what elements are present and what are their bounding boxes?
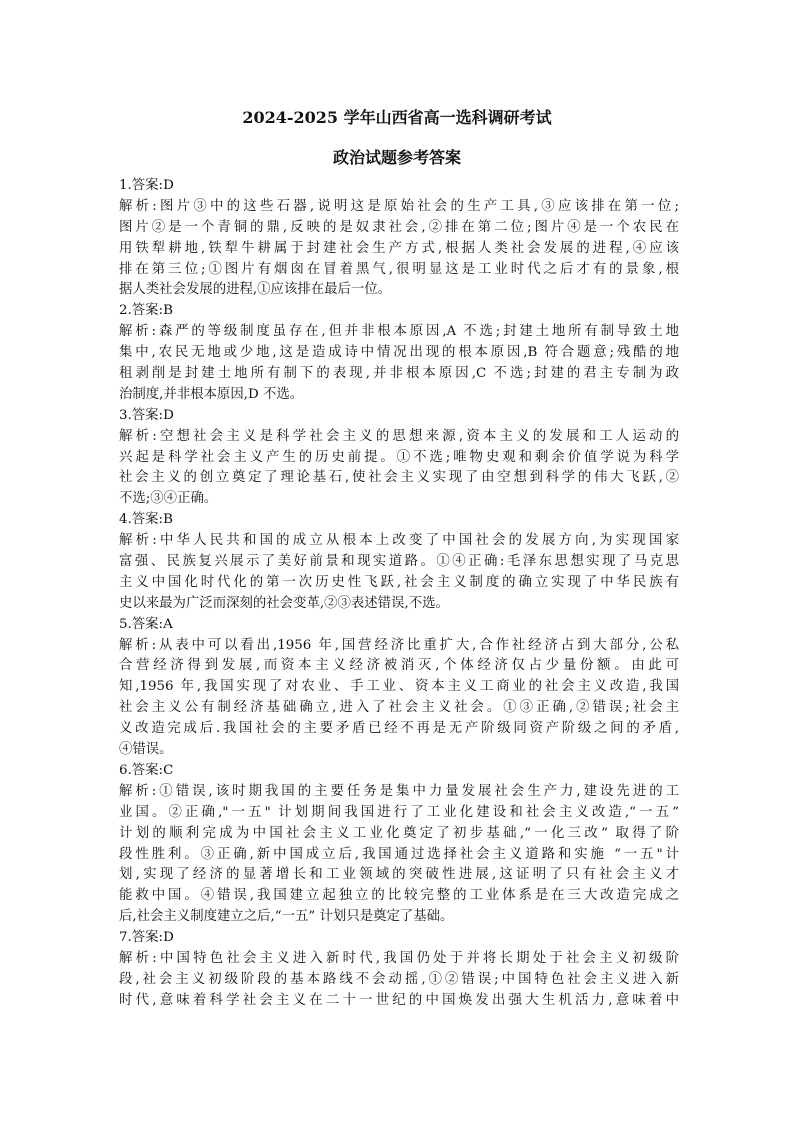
- explanation-line: 解析:图片③中的这些石器,说明这是原始社会的生产工具,③应该排在第一位;: [119, 198, 679, 214]
- explanation-line: 租剥削是封建土地所有制下的表现,并非根本原因,C 不选;封建的君主专制为政: [119, 366, 679, 382]
- explanation-line: 用铁犁耕地,铁犁牛耕属于封建社会生产方式,根据人类社会发展的进程,④应该: [119, 240, 679, 256]
- answer-line: 4.答案:B: [119, 512, 173, 528]
- explanation-line: 据人类社会发展的进程,①应该排在最后一位。: [119, 282, 392, 298]
- explanation-line: 合营经济得到发展,而资本主义经济被消灭,个体经济仅占少量份额。由此可: [119, 658, 679, 674]
- answer-line: 3.答案:D: [119, 407, 174, 423]
- page-title: 2024-2025 学年山西省高一选科调研考试: [242, 108, 552, 127]
- explanation-line: 集中,农民无地或少地,这是造成诗中情况出现的根本原因,B 符合题意;残酷的地: [119, 345, 679, 361]
- answer-line: 6.答案:C: [119, 762, 174, 778]
- answer-line: 2.答案:B: [119, 303, 173, 319]
- answer-line: 5.答案:A: [119, 616, 173, 632]
- explanation-line: 解析:①错误,该时期我国的主要任务是集中力量发展社会生产力,建设先进的工: [119, 783, 679, 799]
- explanation-line: 计划的顺利完成为中国社会主义工业化奠定了初步基础,“一化三改” 取得了阶: [119, 825, 679, 841]
- explanation-line: 主义中国化时代化的第一次历史性飞跃,社会主义制度的确立实现了中华民族有: [119, 574, 679, 590]
- explanation-line: 解析:从表中可以看出,1956 年,国营经济比重扩大,合作社经济占到大部分,公私: [119, 637, 679, 653]
- explanation-line: 时代,意味着科学社会主义在二十一世纪的中国焕发出强大生机活力,意味着中: [119, 992, 679, 1008]
- explanation-line: 解析:中华人民共和国的成立从根本上改变了中国社会的发展方向,为实现国家: [119, 533, 679, 549]
- explanation-line: ④错误。: [119, 742, 173, 758]
- explanation-line: 富强、民族复兴展示了美好前景和现实道路。①④正确:毛泽东思想实现了马克思: [119, 554, 679, 570]
- explanation-line: 不选;③④正确。: [119, 491, 218, 507]
- explanation-line: 能救中国。④错误,我国建立起独立的比较完整的工业体系是在三大改造完成之: [119, 888, 679, 904]
- explanation-line: 治制度,并非根本原因,D 不选。: [119, 386, 304, 402]
- answer-line: 1.答案:D: [119, 178, 174, 193]
- explanation-line: 排在第三位;①图片有烟囱在冒着黑气,很明显这是工业时代之后才有的景象,根: [119, 261, 679, 277]
- answer-line: 7.答案:D: [119, 930, 174, 946]
- page-subtitle: 政治试题参考答案: [332, 148, 461, 167]
- explanation-line: 图片②是一个青铜的鼎,反映的是奴隶社会,②排在第二位;图片④是一个农民在: [119, 219, 679, 235]
- explanation-line: 兴起是科学社会主义产生的历史前提。①不选;唯物史观和剩余价值学说为科学: [119, 449, 679, 465]
- answer-list: [119, 176, 679, 1012]
- explanation-line: 社会主义的创立奠定了理论基石,使社会主义实现了由空想到科学的伟大飞跃,②: [119, 470, 679, 486]
- explanation-line: 解析:森严的等级制度虽存在,但并非根本原因,A 不选;封建土地所有制导致土地: [119, 324, 679, 340]
- explanation-line: 社会主义公有制经济基础确立,进入了社会主义社会。①③正确,②错误;社会主: [119, 700, 679, 716]
- explanation-line: 解析:中国特色社会主义进入新时代,我国仍处于并将长期处于社会主义初级阶: [119, 950, 679, 966]
- explanation-line: 划,实现了经济的显著增长和工业领域的突破性进展,这证明了只有社会主义才: [119, 867, 679, 883]
- explanation-line: 业国。②正确,"一五" 计划期间我国进行了工业化建设和社会主义改造,“一五”: [119, 804, 679, 820]
- explanation-line: 后,社会主义制度建立之后,“一五” 计划只是奠定了基础。: [119, 909, 454, 925]
- explanation-line: 义改造完成后.我国社会的主要矛盾已经不再是无产阶级同资产阶级之间的矛盾,: [119, 721, 679, 737]
- explanation-line: 段性胜利。③正确,新中国成立后,我国通过选择社会主义道路和实施 “一五"计: [119, 846, 679, 862]
- explanation-line: 解析:空想社会主义是科学社会主义的思想来源,资本主义的发展和工人运动的: [119, 428, 679, 444]
- explanation-line: 段,社会主义初级阶段的基本路线不会动摇,①②错误;中国特色社会主义进入新: [119, 971, 679, 987]
- explanation-line: 史以来最为广泛而深刻的社会变革,②③表述错误,不选。: [119, 595, 449, 611]
- explanation-line: 知,1956 年,我国实现了对农业、手工业、资本主义工商业的社会主义改造,我国: [119, 679, 679, 695]
